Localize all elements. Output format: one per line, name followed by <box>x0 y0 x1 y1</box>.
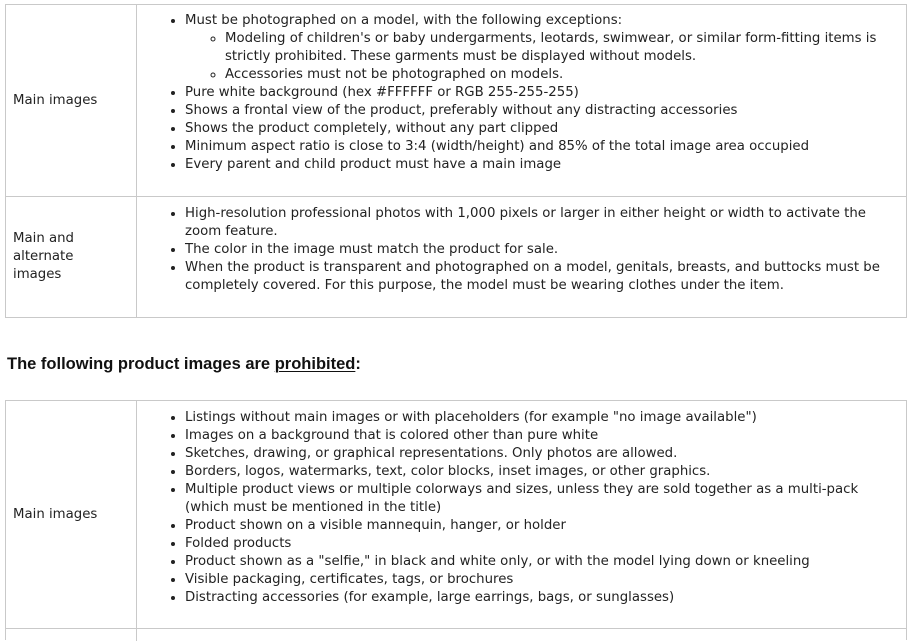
row-content <box>137 401 906 628</box>
list-item: • Minimum aspect ratio is close to 3:4 (width/height) and 85% of the total image area occupied <box>185 138 896 156</box>
row-content <box>137 629 906 641</box>
bullet-list <box>137 409 896 607</box>
list-item: • The color in the image must match the product for sale. <box>185 241 896 259</box>
table-row-main-and-alternate-images <box>6 196 906 317</box>
list-item-text: Must be photographed on a model, with the following exceptions: <box>185 13 623 28</box>
list-item: • Shows the product completely, without any part clipped <box>185 120 896 138</box>
row-label-text: Main images <box>13 506 98 522</box>
row-label-text: Main images <box>13 92 98 108</box>
sub-bullet-list <box>185 30 896 84</box>
prohibited-heading <box>7 353 361 375</box>
list-item: • Product shown as a "selfie," in black and white only, or with the model lying down or kneeling <box>185 553 896 571</box>
list-item <box>185 12 896 84</box>
list-item: • Listings without main images or with placeholders (for example "no image available") <box>185 409 896 427</box>
row-label <box>6 197 137 317</box>
row-content <box>137 197 906 317</box>
list-item: • When the product is transparent and photographed on a model, genitals, breasts, and buttocks must be completely covered. For this purpose, the model must be wearing clothes under the item. <box>185 259 896 295</box>
row-content <box>137 5 906 196</box>
list-item: • Sketches, drawing, or graphical representations. Only photos are allowed. <box>185 445 896 463</box>
list-item: • High-resolution professional photos with 1,000 pixels or larger in either height or width to activate the zoom feature. <box>185 205 896 241</box>
heading-prefix: The following product images are <box>7 355 275 373</box>
list-item: • Multiple product views or multiple colorways and sizes, unless they are sold together as a multi-pack (which must be mentioned in the title) <box>185 481 896 517</box>
list-item: • Shows a frontal view of the product, preferably without any distracting accessories <box>185 102 896 120</box>
list-item: • Visible packaging, certificates, tags, or brochures <box>185 571 896 589</box>
sub-list-item: ◦ Modeling of children's or baby undergarments, leotards, swimwear, or similar form-fitting items is strictly prohibited. These garments must be displayed without models. <box>225 30 896 66</box>
row-label <box>6 401 137 628</box>
row-label <box>6 5 137 196</box>
sub-list-item: ◦ Accessories must not be photographed on models. <box>225 66 896 84</box>
heading-suffix: : <box>355 355 361 373</box>
list-item: • Every parent and child product must have a main image <box>185 156 896 174</box>
list-item: • Pure white background (hex #FFFFFF or RGB 255-255-255) <box>185 84 896 102</box>
list-item: • Images on a background that is colored other than pure white <box>185 427 896 445</box>
row-label <box>6 629 137 641</box>
requirements-table <box>5 4 907 318</box>
row-label-text: Main and alternate images <box>13 231 74 282</box>
prohibited-table <box>5 400 907 640</box>
table-row-main-images <box>6 5 906 196</box>
list-item: • Distracting accessories (for example, large earrings, bags, or sunglasses) <box>185 589 896 607</box>
prohibited-link[interactable]: prohibited <box>274 355 356 373</box>
table-row-main-images-prohibited <box>6 401 906 629</box>
list-item: • Borders, logos, watermarks, text, color blocks, inset images, or other graphics. <box>185 463 896 481</box>
list-item: • Folded products <box>185 535 896 553</box>
bullet-list <box>137 205 896 295</box>
list-item: • Product shown on a visible mannequin, hanger, or holder <box>185 517 896 535</box>
bullet-list <box>137 12 896 174</box>
table-row-next <box>6 629 906 641</box>
